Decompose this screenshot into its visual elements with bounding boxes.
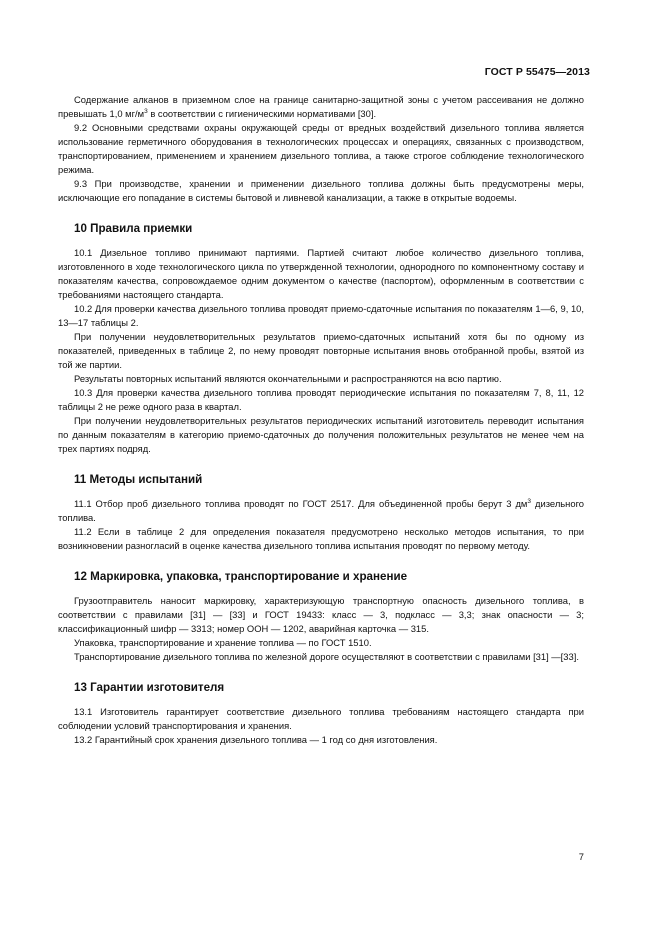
paragraph-11-2: 11.2 Если в таблице 2 для определения показателя предусмотрено несколько методов испытания, то при возникновении разногласий в оценке качества дизельного топлива испытания проводят по первому методу. (58, 526, 584, 551)
paragraph-9-3: 9.3 При производстве, хранении и применении дизельного топлива должны быть предусмотрены меры, исключающие его попадание в системы бытовой и ливневой канализации, а также в открытые водоемы. (58, 178, 584, 203)
paragraph-13-1: 13.1 Изготовитель гарантирует соответствие дизельного топлива требованиям настоящего стандарта при соблюдении условий транспортирования и хранения. (58, 706, 584, 731)
paragraph-12-railway: Транспортирование дизельного топлива по железной дороге осуществляют в соответствии с правилами [31] —[33]. (74, 651, 579, 662)
paragraph-10-2-failure: При получении неудовлетворительных результатов приемо-сдаточных испытаний хотя бы по одному из показателей, приведенных в таблице 2, по нему проводят повторные испытания вновь отобранной пробы, взятой из той же партии. (58, 331, 584, 370)
alkanes-superscript: 3 (144, 107, 148, 115)
page-content (58, 93, 584, 747)
paragraph-10-3: 10.3 Для проверки качества дизельного топлива проводят периодические испытания по показателям 7, 8, 11, 12 таблицы 2 не реже одного раза в квартал. (58, 387, 584, 412)
paragraph-10-3-failure: При получении неудовлетворительных результатов периодических испытаний изготовитель переводит испытания по данным показателям в категорию приемо-сдаточных до получения положительных результатов не менее чем на трех партиях подряд. (58, 415, 584, 454)
paragraph-12-packaging: Упаковка, транспортирование и хранение топлива — по ГОСТ 1510. (74, 637, 372, 648)
paragraph-9-2: 9.2 Основными средствами охраны окружающей среды от вредных воздействий дизельного топлива является использование герметичного оборудования в технологических процессах и операциях, связанных с производством, транспортированием, применением и хранением дизельного топлива, а также строгое соблюдение технологического режима. (58, 122, 584, 175)
page-number: 7 (578, 851, 584, 862)
paragraph-11-1-tail: дизельного топлива. (58, 498, 584, 523)
alkanes-paragraph (58, 93, 584, 121)
section-12-heading: 12 Маркировка, упаковка, транспортирование и хранение (74, 570, 408, 583)
alkanes-text: Содержание алканов в приземном слое на границе санитарно-защитной зоны с учетом рассеивания не должно превышать 1,0 мг/м (58, 94, 584, 119)
paragraph-12-marking: Грузоотправитель наносит маркировку, характеризующую транспортную опасность дизельного топлива, в соответствии с правилами [31] — [33] и ГОСТ 19433: класс — 3, подкласс — 3,3; знак опасности — 3; классификационный шифр — 3313; номер ООН — 1202, аварийная карточка — 315. (58, 595, 584, 634)
section-10-heading: 10 Правила приемки (74, 222, 193, 235)
paragraph-10-2-results: Результаты повторных испытаний являются окончательными и распространяются на всю партию. (74, 373, 502, 384)
paragraph-11-1 (58, 497, 584, 525)
paragraph-13-2: 13.2 Гарантийный срок хранения дизельного топлива — 1 год со дня изготовления. (74, 734, 438, 745)
paragraph-10-2: 10.2 Для проверки качества дизельного топлива проводят приемо-сдаточные испытания по показателям 1—6, 9, 10, 13—17 таблицы 2. (58, 303, 584, 328)
paragraph-11-1-superscript: 3 (527, 497, 532, 505)
alkanes-tail: в соответствии с гигиеническими нормативами [30]. (147, 108, 377, 119)
section-11-heading: 11 Методы испытаний (74, 473, 203, 486)
paragraph-11-1-text: 11.1 Отбор проб дизельного топлива проводят по ГОСТ 2517. Для объединенной пробы берут 3 дм (74, 498, 528, 509)
section-13-heading: 13 Гарантии изготовителя (74, 681, 225, 694)
paragraph-10-1: 10.1 Дизельное топливо принимают партиями. Партией считают любое количество дизельного топлива, изготовленного в ходе технологического цикла по утвержденной технологии, однородного по компонентному составу и показателям качества, сопровождаемое одним документом о качестве (паспортом), оформленным в соответствии с требованиями настоящего стандарта. (58, 247, 584, 300)
document-code: ГОСТ Р 55475—2013 (484, 66, 590, 78)
